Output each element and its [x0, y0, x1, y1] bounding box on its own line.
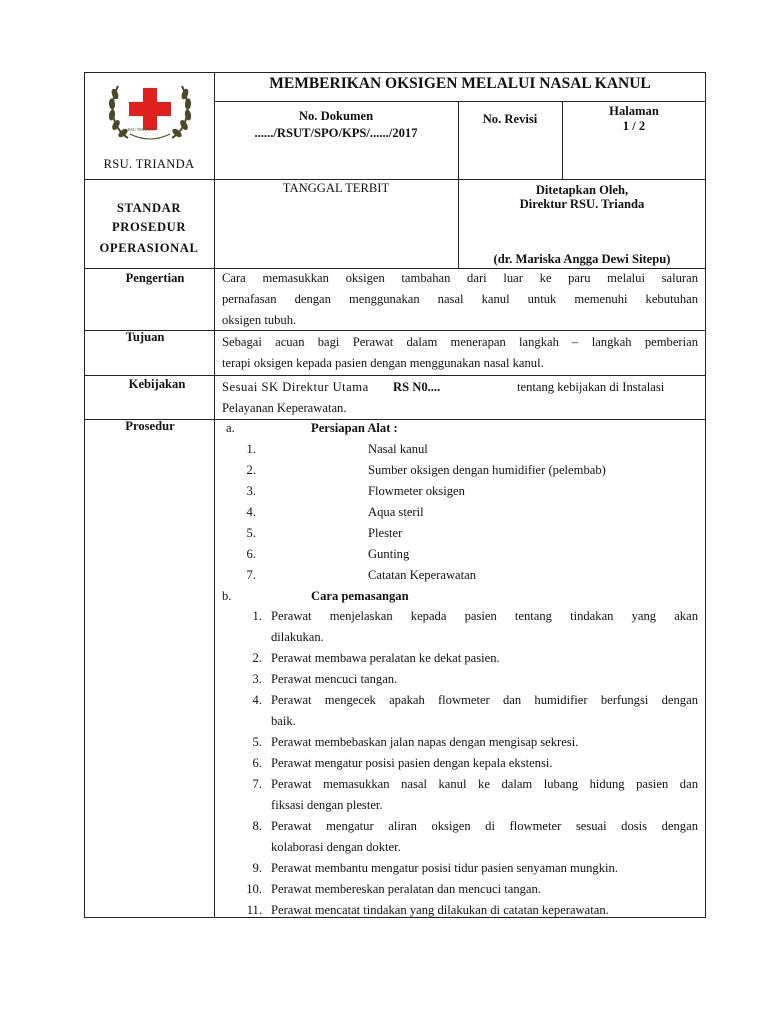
- step-text: Perawat membawa peralatan ke dekat pasien.: [271, 651, 500, 665]
- list-item-number: 1.: [246, 442, 256, 456]
- prosedur-label: Prosedur: [125, 419, 175, 433]
- list-item-text: Flowmeter oksigen: [368, 484, 465, 498]
- logo-caption: RSU TRIANDA: [128, 127, 155, 132]
- step-number: 5.: [252, 735, 262, 749]
- step-text: Perawat mencuci tangan.: [271, 672, 398, 686]
- page-label: Halaman: [609, 104, 659, 118]
- step-text: Perawat menjelaskan kepada pasien tentang tindakan yang akan: [271, 609, 698, 623]
- step-text-cont: fiksasi dengan plester.: [271, 798, 383, 812]
- signatory-name: (dr. Mariska Angga Dewi Sitepu): [493, 252, 671, 266]
- revision-label: No. Revisi: [482, 112, 538, 126]
- list-item-number: 6.: [246, 547, 256, 561]
- hospital-name: RSU. TRIANDA: [103, 157, 195, 171]
- step-text: Perawat mengatur aliran oksigen di flowmeter sesuai dosis dengan: [271, 819, 698, 833]
- sop-label-1: STANDAR: [116, 201, 182, 215]
- list-item-text: Aqua steril: [368, 505, 424, 519]
- step-number: 2.: [252, 651, 262, 665]
- kebijakan-line-1a: Sesuai SK Direktur Utama: [222, 380, 369, 394]
- step-number: 11.: [246, 903, 262, 917]
- step-text: Perawat mencatat tindakan yang dilakukan di catatan keperawatan.: [271, 903, 609, 917]
- list-item-number: 4.: [246, 505, 256, 519]
- list-item-text: Sumber oksigen dengan humidifier (pelembab): [368, 463, 606, 477]
- step-text: Perawat membereskan peralatan dan mencuci tangan.: [271, 882, 541, 896]
- header-divider: [84, 179, 706, 180]
- pengertian-line-2: pernafasan dengan menggunakan nasal kanul untuk memenuhi kebutuhan: [222, 292, 698, 306]
- sop-label-2: PROSEDUR: [111, 220, 187, 234]
- section-b-title: Cara pemasangan: [311, 589, 409, 603]
- sop-label-3: OPERASIONAL: [99, 241, 199, 255]
- pengertian-line-3: oksigen tubuh.: [222, 313, 297, 327]
- step-number: 1.: [252, 609, 262, 623]
- list-item-number: 3.: [246, 484, 256, 498]
- step-text: Perawat membebaskan jalan napas dengan mengisap sekresi.: [271, 735, 579, 749]
- step-number: 6.: [252, 756, 262, 770]
- table-border-top: [84, 72, 706, 73]
- tujuan-line-2: terapi oksigen kepada pasien dengan menggunakan nasal kanul.: [222, 356, 544, 370]
- row-divider-pengertian: [84, 268, 706, 269]
- table-border-left: [84, 72, 85, 918]
- step-number: 10.: [246, 882, 262, 896]
- step-text: Perawat membantu mengatur posisi tidur pasien senyaman mungkin.: [271, 861, 618, 875]
- established-by: Ditetapkan Oleh,: [535, 183, 629, 197]
- page-value: 1 / 2: [622, 119, 646, 133]
- step-number: 4.: [252, 693, 262, 707]
- section-a-marker: a.: [226, 421, 235, 435]
- pengertian-line-1: Cara memasukkan oksigen tambahan dari luar ke paru melalui saluran: [222, 271, 698, 285]
- issue-date-label: TANGGAL TERBIT: [282, 181, 390, 195]
- step-text: Perawat mengatur posisi pasien dengan kepala ekstensi.: [271, 756, 553, 770]
- section-a-title: Persiapan Alat :: [311, 421, 398, 435]
- kebijakan-line-1c: tentang kebijakan di Instalasi: [517, 380, 665, 394]
- kebijakan-line-2: Pelayanan Keperawatan.: [222, 401, 347, 415]
- step-text: Perawat memasukkan nasal kanul ke dalam lubang hidung pasien dan: [271, 777, 698, 791]
- document-title: MEMBERIKAN OKSIGEN MELALUI NASAL KANUL: [269, 75, 651, 92]
- list-item-text: Catatan Keperawatan: [368, 568, 477, 582]
- step-number: 7.: [252, 777, 262, 791]
- list-item-number: 5.: [246, 526, 256, 540]
- step-text-cont: dilakukan.: [271, 630, 324, 644]
- hospital-logo: [106, 76, 194, 146]
- red-cross-icon: [129, 88, 171, 130]
- title-divider: [214, 101, 706, 102]
- row-divider-kebijakan: [84, 375, 706, 376]
- step-text-cont: kolaborasi dengan dokter.: [271, 840, 401, 854]
- list-item-text: Nasal kanul: [368, 442, 428, 456]
- doc-number-value: ....../RSUT/SPO/KPS/....../2017: [254, 126, 418, 140]
- list-item-number: 7.: [246, 568, 256, 582]
- pengertian-label: Pengertian: [125, 271, 185, 285]
- list-item-text: Gunting: [368, 547, 410, 561]
- step-number: 8.: [252, 819, 262, 833]
- step-number: 9.: [252, 861, 262, 875]
- doc-number-label: No. Dokumen: [298, 109, 374, 123]
- kebijakan-label: Kebijakan: [128, 377, 186, 391]
- step-number: 3.: [252, 672, 262, 686]
- list-item-number: 2.: [246, 463, 256, 477]
- section-b-marker: b.: [222, 589, 232, 603]
- director-title: Direktur RSU. Trianda: [519, 197, 645, 211]
- kebijakan-sk-number: RS N0....: [393, 380, 441, 394]
- tujuan-line-1: Sebagai acuan bagi Perawat dalam menerapan langkah – langkah pemberian: [222, 335, 698, 349]
- step-text: Perawat mengecek apakah flowmeter dan humidifier berfungsi dengan: [271, 693, 698, 707]
- list-item-text: Plester: [368, 526, 403, 540]
- step-text-cont: baik.: [271, 714, 296, 728]
- column-divider: [214, 72, 215, 918]
- tujuan-label: Tujuan: [125, 330, 165, 344]
